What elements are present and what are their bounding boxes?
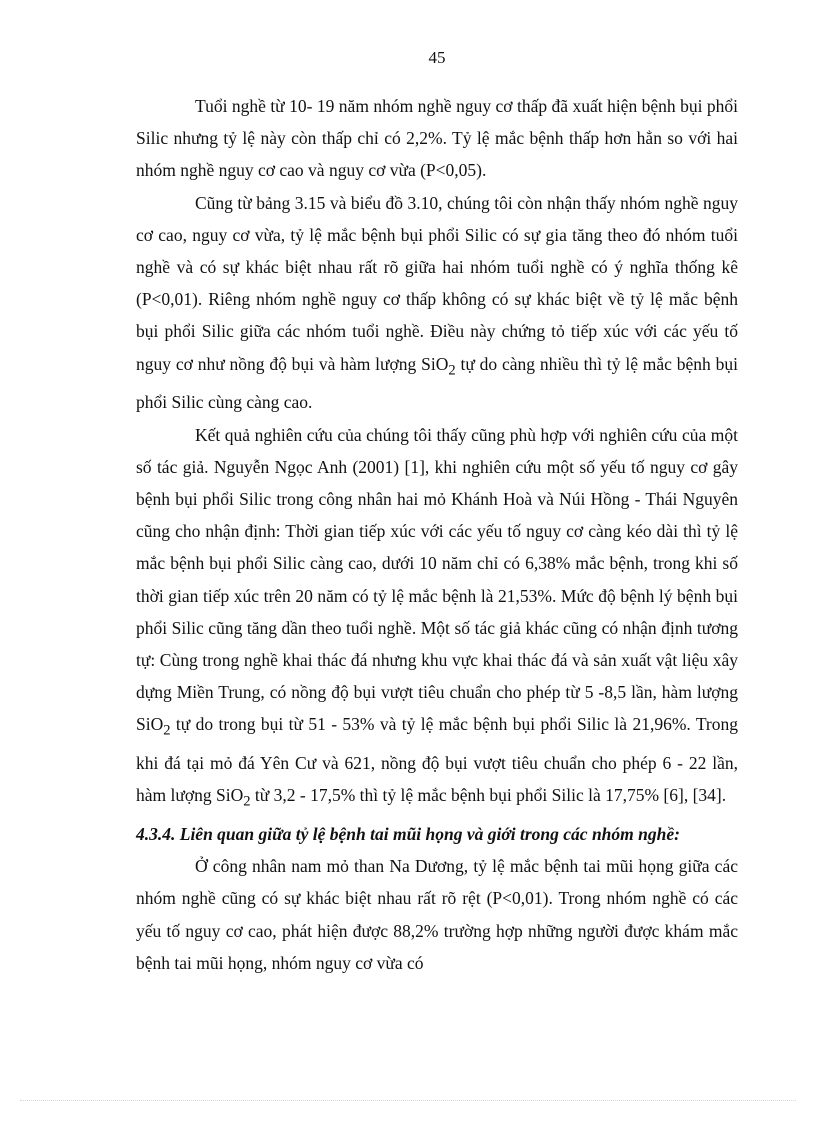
sio2-formula: SiO$_2$ <box>215 785 251 810</box>
page-body <box>136 90 738 979</box>
paragraph-work-age-low-risk: Tuổi nghề từ 10- 19 năm nhóm nghề nguy cơ thấp đã xuất hiện bệnh bụi phổi Silic nhưng tỷ lệ này còn thấp chỉ có 2,2%. Tỷ lệ mắc bệnh thấp hơn hẳn so với hai nhóm nghề nguy cơ cao và nguy cơ vừa (P<0,05). <box>136 96 738 181</box>
paragraph-text: tự do càng nhiều thì tỷ lệ mắc bệnh bụi phổi Silic cùng càng cao. <box>136 353 738 413</box>
sio2-formula: SiO$_2$ <box>421 353 456 379</box>
paragraph-literature-comparison <box>136 419 738 818</box>
paragraph-table-3-15-analysis <box>136 187 738 419</box>
sio2-formula: SiO$_2$ <box>136 714 171 739</box>
paragraph-text: Cũng từ bảng 3.15 và biểu đồ 3.10, chúng tôi còn nhận thấy nhóm nghề nguy cơ cao, nguy cơ vừa, tỷ lệ mắc bệnh bụi phổi Silic có sự gia tăng theo đó nhóm tuổi nghề và có sự khác biệt nhau rất rõ giữa hai nhóm tuổi nghề có ý nghĩa thống kê (P<0,01). Riêng nhóm nghề nguy cơ thấp không có sự khác biệt về tỷ lệ mắc bệnh bụi phổi Silic giữa các nhóm tuổi nghề. Điều này chứng tỏ tiếp xúc với các yếu tố nguy cơ như nồng độ bụi và hàm lượng <box>136 192 738 374</box>
section-heading-4-3-4: 4.3.4. Liên quan giữa tỷ lệ bệnh tai mũi họng và giới trong các nhóm nghề: <box>136 823 680 844</box>
paragraph-text: Kết quả nghiên cứu của chúng tôi thấy cũng phù hợp với nghiên cứu của một số tác giả. Nguyễn Ngọc Anh (2001) [1], khi nghiên cứu một số yếu tố nguy cơ gây bệnh bụi phổi Silic trong công nhân hai mỏ Khánh Hoà và Núi Hồng - Thái Nguyên cũng cho nhận định: Thời gian tiếp xúc với các yếu tố nguy cơ càng kéo dài thì tỷ lệ mắc bệnh bụi phổi Silic càng cao, dưới 10 năm chỉ có 6,38% mắc bệnh, trong khi số thời gian tiếp xúc trên 20 năm có tỷ lệ mắc bệnh là 21,53%. Mức độ bệnh lý bệnh bụi phổi Silic cũng tăng dần theo tuổi nghề. Một số tác giả khác cũng có nhận định tương tự: Cùng trong nghề khai thác đá nhưng khu vực khai thác đá và sản xuất vật liệu xây dựng Miền Trung, có nồng độ bụi vượt tiêu chuẩn cho phép từ 5 -8,5 lần, hàm lượng <box>136 424 738 703</box>
page-bottom-divider <box>20 1100 796 1101</box>
paragraph-text: tự do trong bụi từ 51 - 53% và tỷ lệ mắc bệnh bụi phổi Silic là 21,96%. Trong khi đá tại mỏ đá Yên Cư và 621, nồng độ bụi vượt tiêu chuẩn cho phép 6 - 22 lần, hàm lượng <box>136 714 738 806</box>
paragraph-ent-disease: Ở công nhân nam mỏ than Na Dương, tỷ lệ mắc bệnh tai mũi họng giữa các nhóm nghề cũng có sự khác biệt nhau rất rõ rệt (P<0,01). Trong nhóm nghề có các yếu tố nguy cơ cao, phát hiện được 88,2% trường hợp những người được khám mắc bệnh tai mũi họng, nhóm nguy cơ vừa có <box>136 856 738 973</box>
paragraph-text: từ 3,2 - 17,5% thì tỷ lệ mắc bệnh bụi phổi Silic là 17,75% [6], [34]. <box>250 785 727 806</box>
page-number: 45 <box>428 48 446 67</box>
